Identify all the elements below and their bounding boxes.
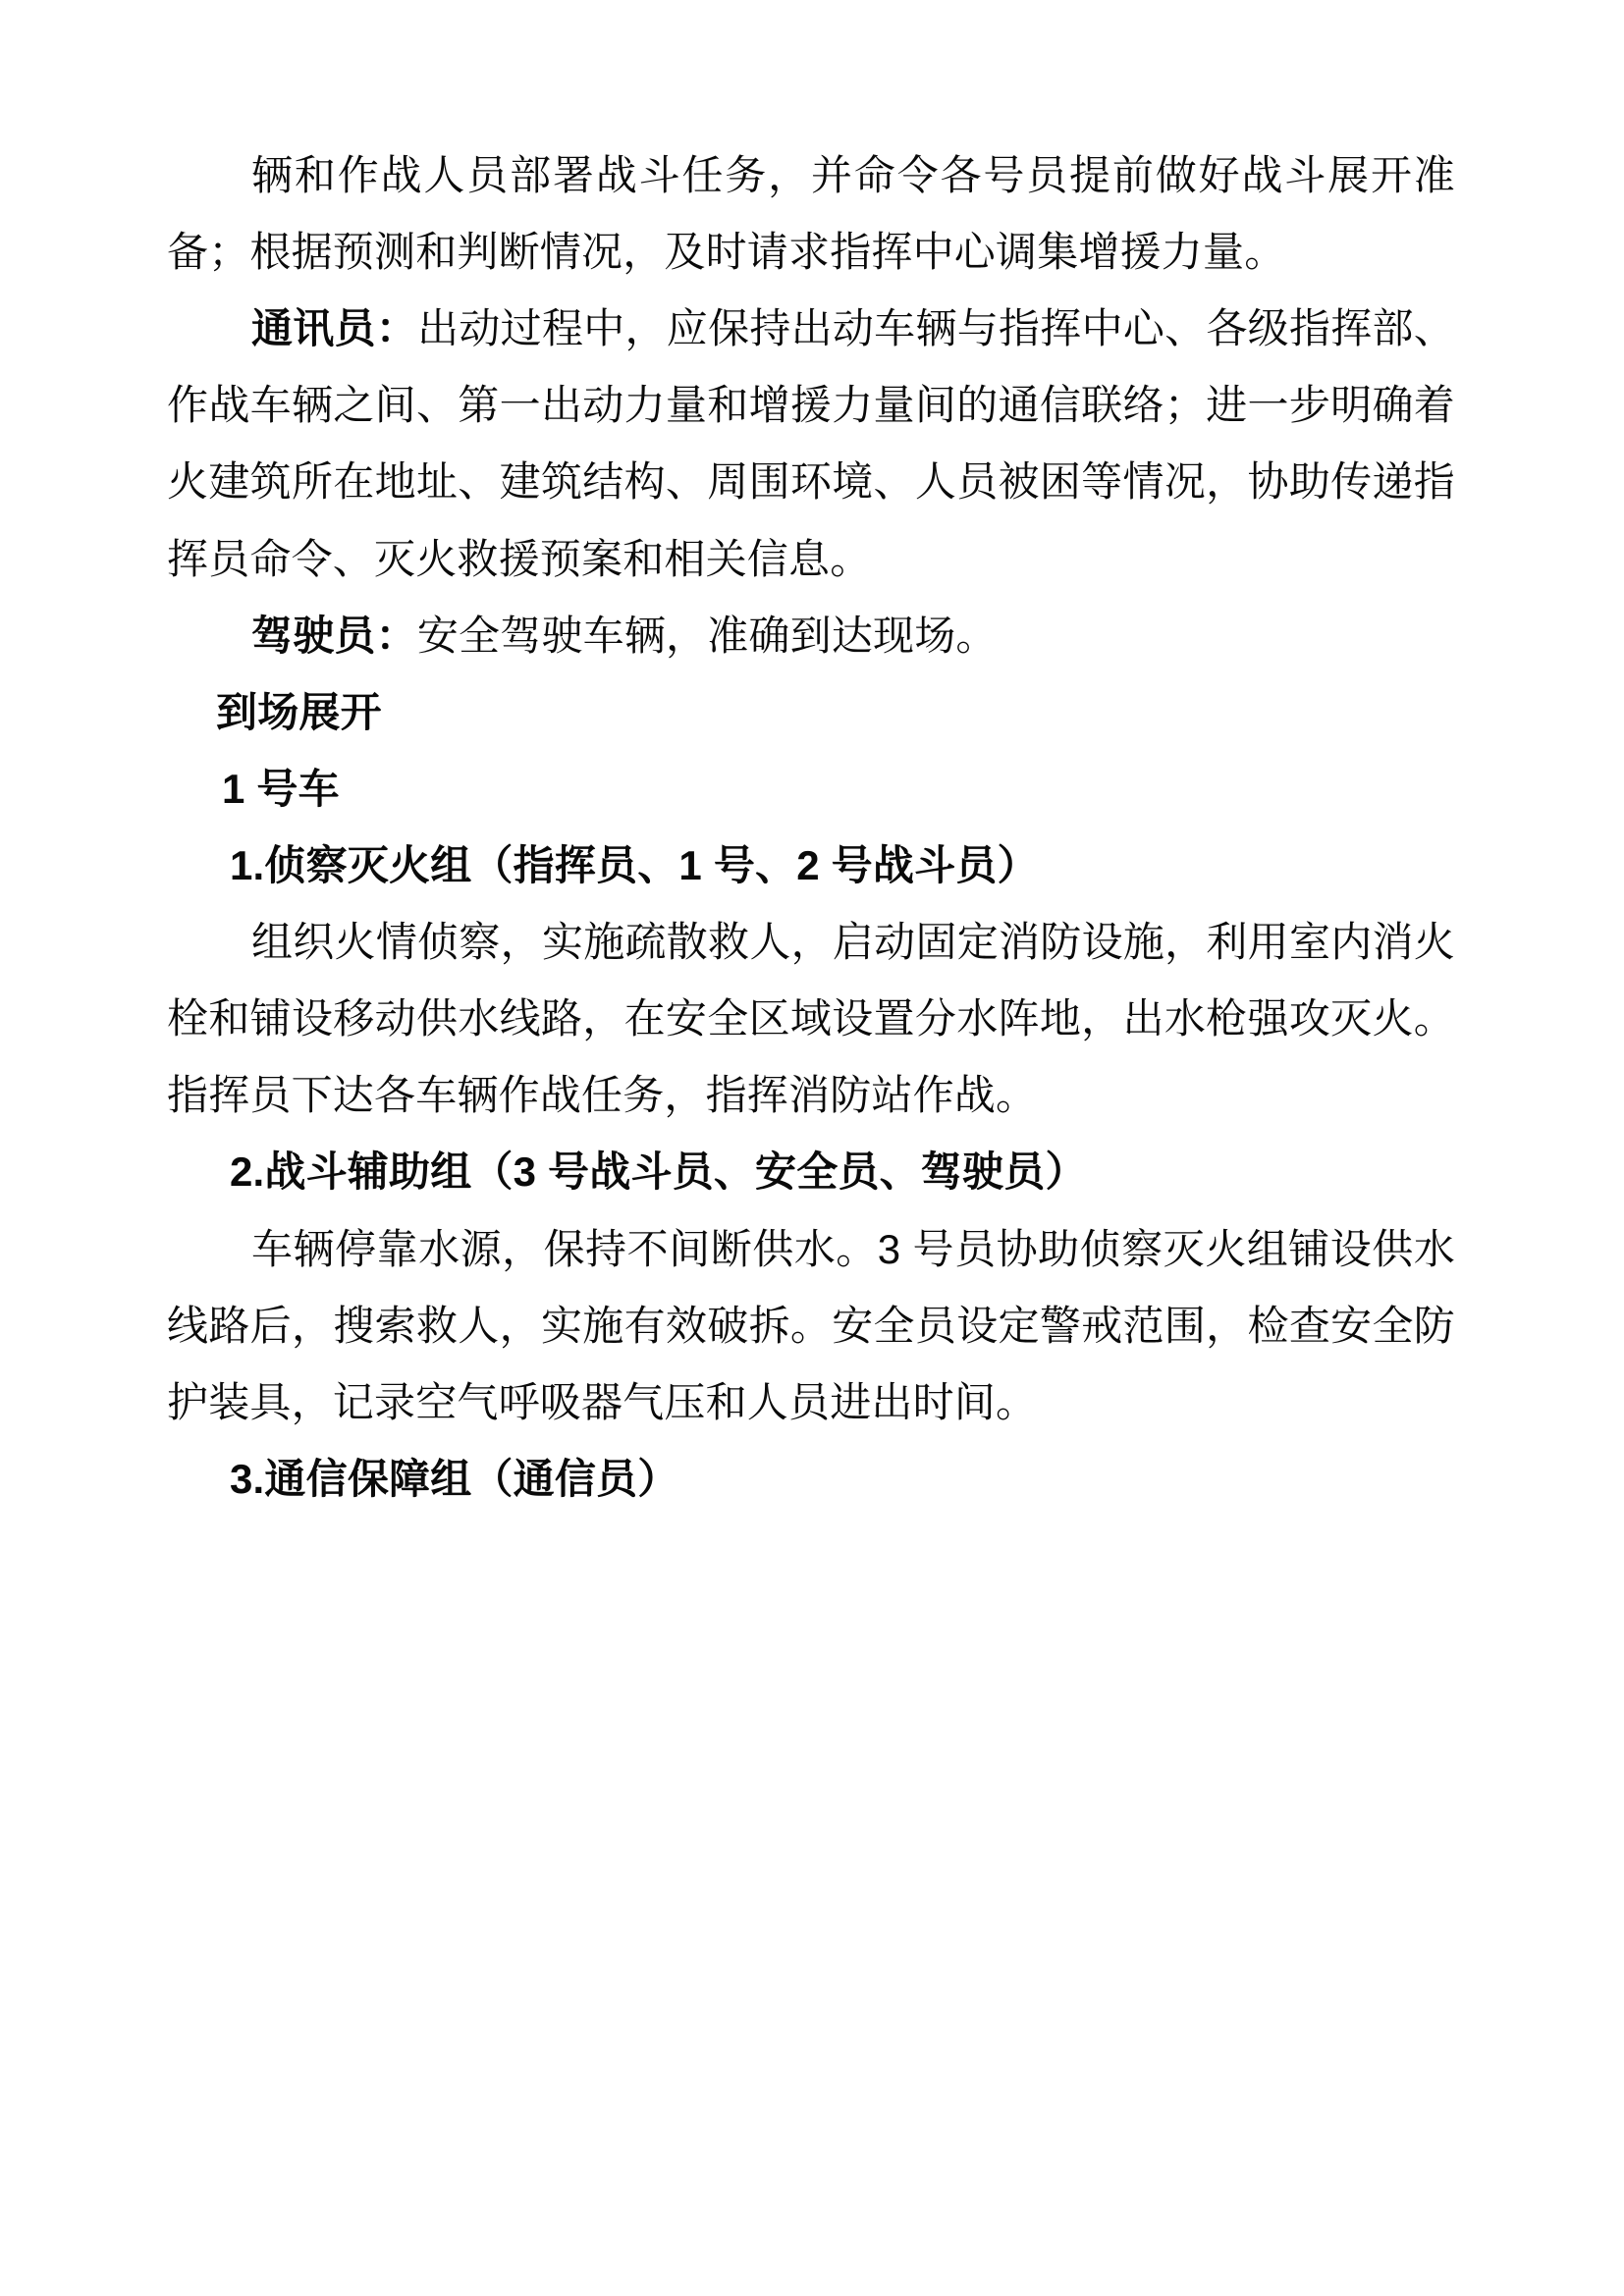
paragraph-text: 辆和作战人员部署战斗任务，并命令各号员提前做好战斗展开准备；根据预测和判断情况，及时请求指挥中心调集增援力量。 bbox=[167, 152, 1455, 276]
page-content bbox=[167, 137, 1455, 1518]
heading-arrival-deployment: 到场展开 bbox=[216, 688, 382, 735]
paragraph-text: 车辆停靠水源，保持不间断供水。3 号员协助侦察灭火组铺设供水线路后，搜索救人，实施有效破拆。安全员设定警戒范围，检查安全防护装具，记录空气呼吸器气压和人员进出时间。 bbox=[167, 1225, 1455, 1425]
paragraph-text: 组织火情侦察，实施疏散救人，启动固定消防设施，利用室内消火栓和铺设移动供水线路，在安全区域设置分水阵地，出水枪强攻灭火。指挥员下达各车辆作战任务，指挥消防站作战。 bbox=[167, 919, 1455, 1119]
paragraph-communicator bbox=[167, 291, 1455, 597]
paragraph-group-2-body bbox=[167, 1211, 1455, 1441]
subheading-vehicle-1: 1 号车 bbox=[222, 765, 340, 812]
paragraph-driver bbox=[167, 598, 1455, 674]
paragraph-text: 安全驾驶车辆，准确到达现场。 bbox=[416, 612, 998, 659]
paragraph-text: 出动过程中，应保持出动车辆与指挥中心、各级指挥部、作战车辆之间、第一出动力量和增援力量间的通信联络；进一步明确着火建筑所在地址、建筑结构、周围环境、人员被困等情况，协助传递指挥员命令、灭火救援预案和相关信息。 bbox=[167, 305, 1455, 582]
group-heading-communication-support: 3.通信保障组（通信员） bbox=[230, 1455, 679, 1502]
group-heading-combat-support: 2.战斗辅助组（3 号战斗员、安全员、驾驶员） bbox=[230, 1148, 1087, 1196]
paragraph-group-1-body bbox=[167, 904, 1455, 1134]
group-heading-recon-firefighting: 1.侦察灭火组（指挥员、1 号、2 号战斗员） bbox=[230, 841, 1039, 888]
paragraph-continuation bbox=[167, 137, 1455, 291]
role-label-communicator: 通讯员： bbox=[251, 305, 418, 352]
role-label-driver: 驾驶员： bbox=[251, 612, 417, 659]
